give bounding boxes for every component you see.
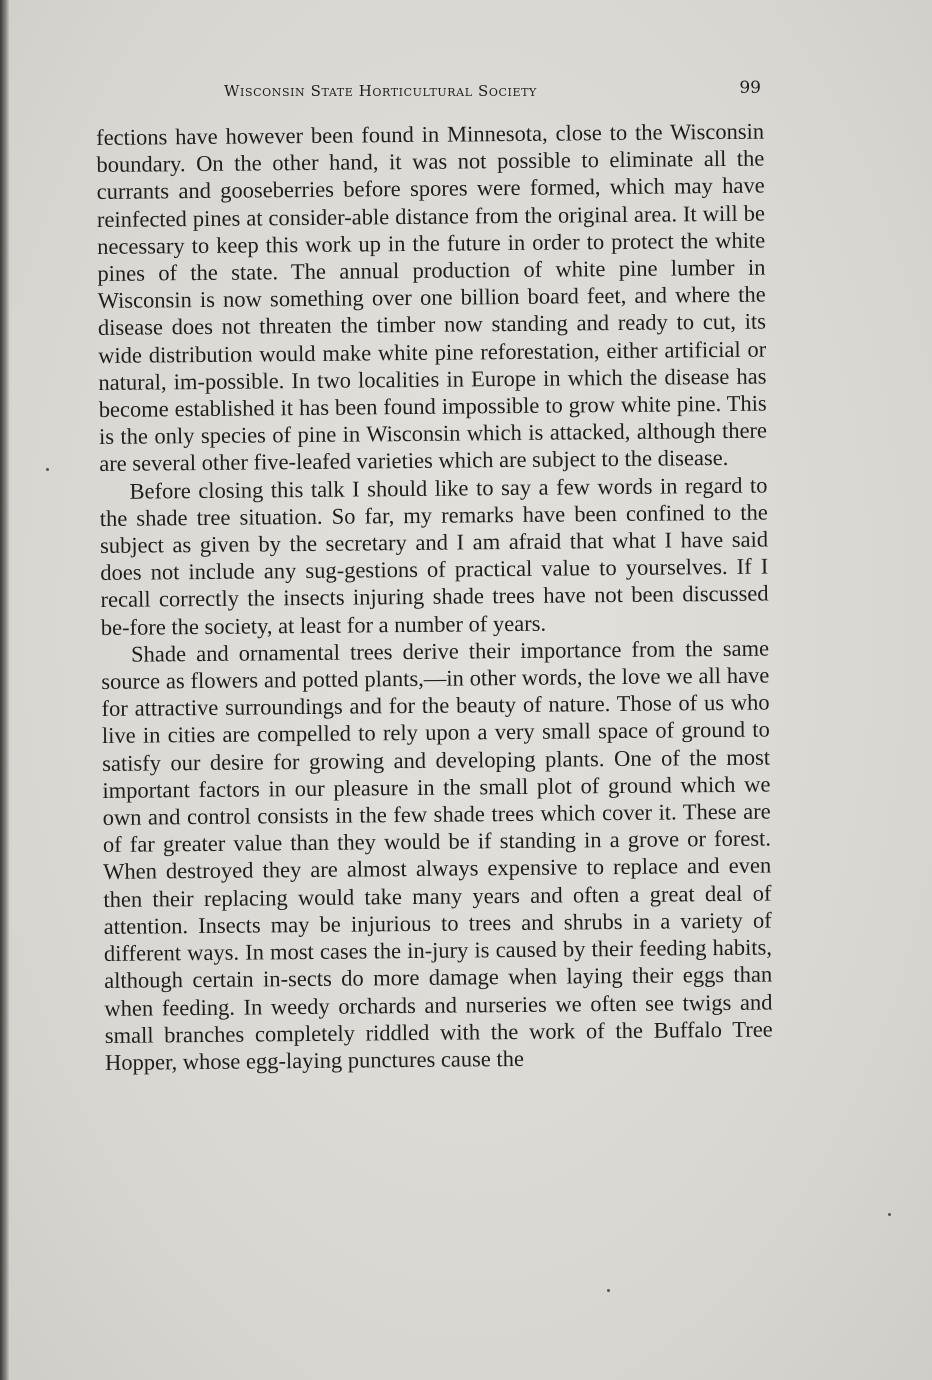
paper-speck <box>46 468 49 471</box>
paper-speck <box>607 1289 610 1292</box>
page-header <box>96 78 761 104</box>
paper-speck <box>888 1213 891 1216</box>
paragraph: Shade and ornamental trees derive their importance from the same source as flowers and potted plants,—in other words, the love we all have for attractive surroundings and for the beauty of nature. Those of us who live in cities are compelled to rely upon a very small space of ground to satisfy our desire for growing and developing plants. One of the most important factors in our pleasure in the small plot of ground which we own and control consists in the few shade trees which cover it. These are of far greater value than they would be if standing in a grove or forest. When destroyed they are almost always expensive to replace and even then their replacing would take many years and often a great deal of attention. Insects may be injurious to trees and shrubs in a variety of different ways. In most cases the in-jury is caused by their feeding habits, although certain in-sects do more damage when laying their eggs than when feeding. In weedy orchards and nurseries we often see twigs and small branches completely riddled with the work of the Buffalo Tree Hopper, whose egg-laying punctures cause the <box>101 635 773 1075</box>
running-title: Wisconsin State Horticultural Society <box>224 82 537 100</box>
book-spine-shadow <box>0 0 10 1380</box>
paragraph: fections have however been found in Minnesota, close to the Wisconsin boundary. On the other hand, it was not possible to eliminate all the currants and gooseberries before spores were formed, which may have reinfected pines at consider-able distance from the original area. It will be necessary to keep this work up in the future in order to protect the white pines of the state. The annual production of white pine lumber in Wisconsin is now something over one billion board feet, and where the disease does not threaten the timber now standing and ready to cut, its wide distribution would make white pine reforestation, either artificial or natural, im-possible. In two localities in Europe in which the disease has become established it has been found impossible to grow white pine. This is the only species of pine in Wisconsin which is attacked, although there are several other five-leafed varieties which are subject to the disease. <box>96 118 768 477</box>
body-text <box>96 118 773 1076</box>
page-number: 99 <box>739 78 761 98</box>
paragraph: Before closing this talk I should like to say a few words in regard to the shade tree situation. So far, my remarks have been confined to the subject as given by the secretary and I am afraid that what I have said does not include any sug-gestions of practical value to yourselves. If I recall correctly the insects injuring shade trees have not been discussed be-fore the society, at least for a number of years. <box>99 472 769 640</box>
